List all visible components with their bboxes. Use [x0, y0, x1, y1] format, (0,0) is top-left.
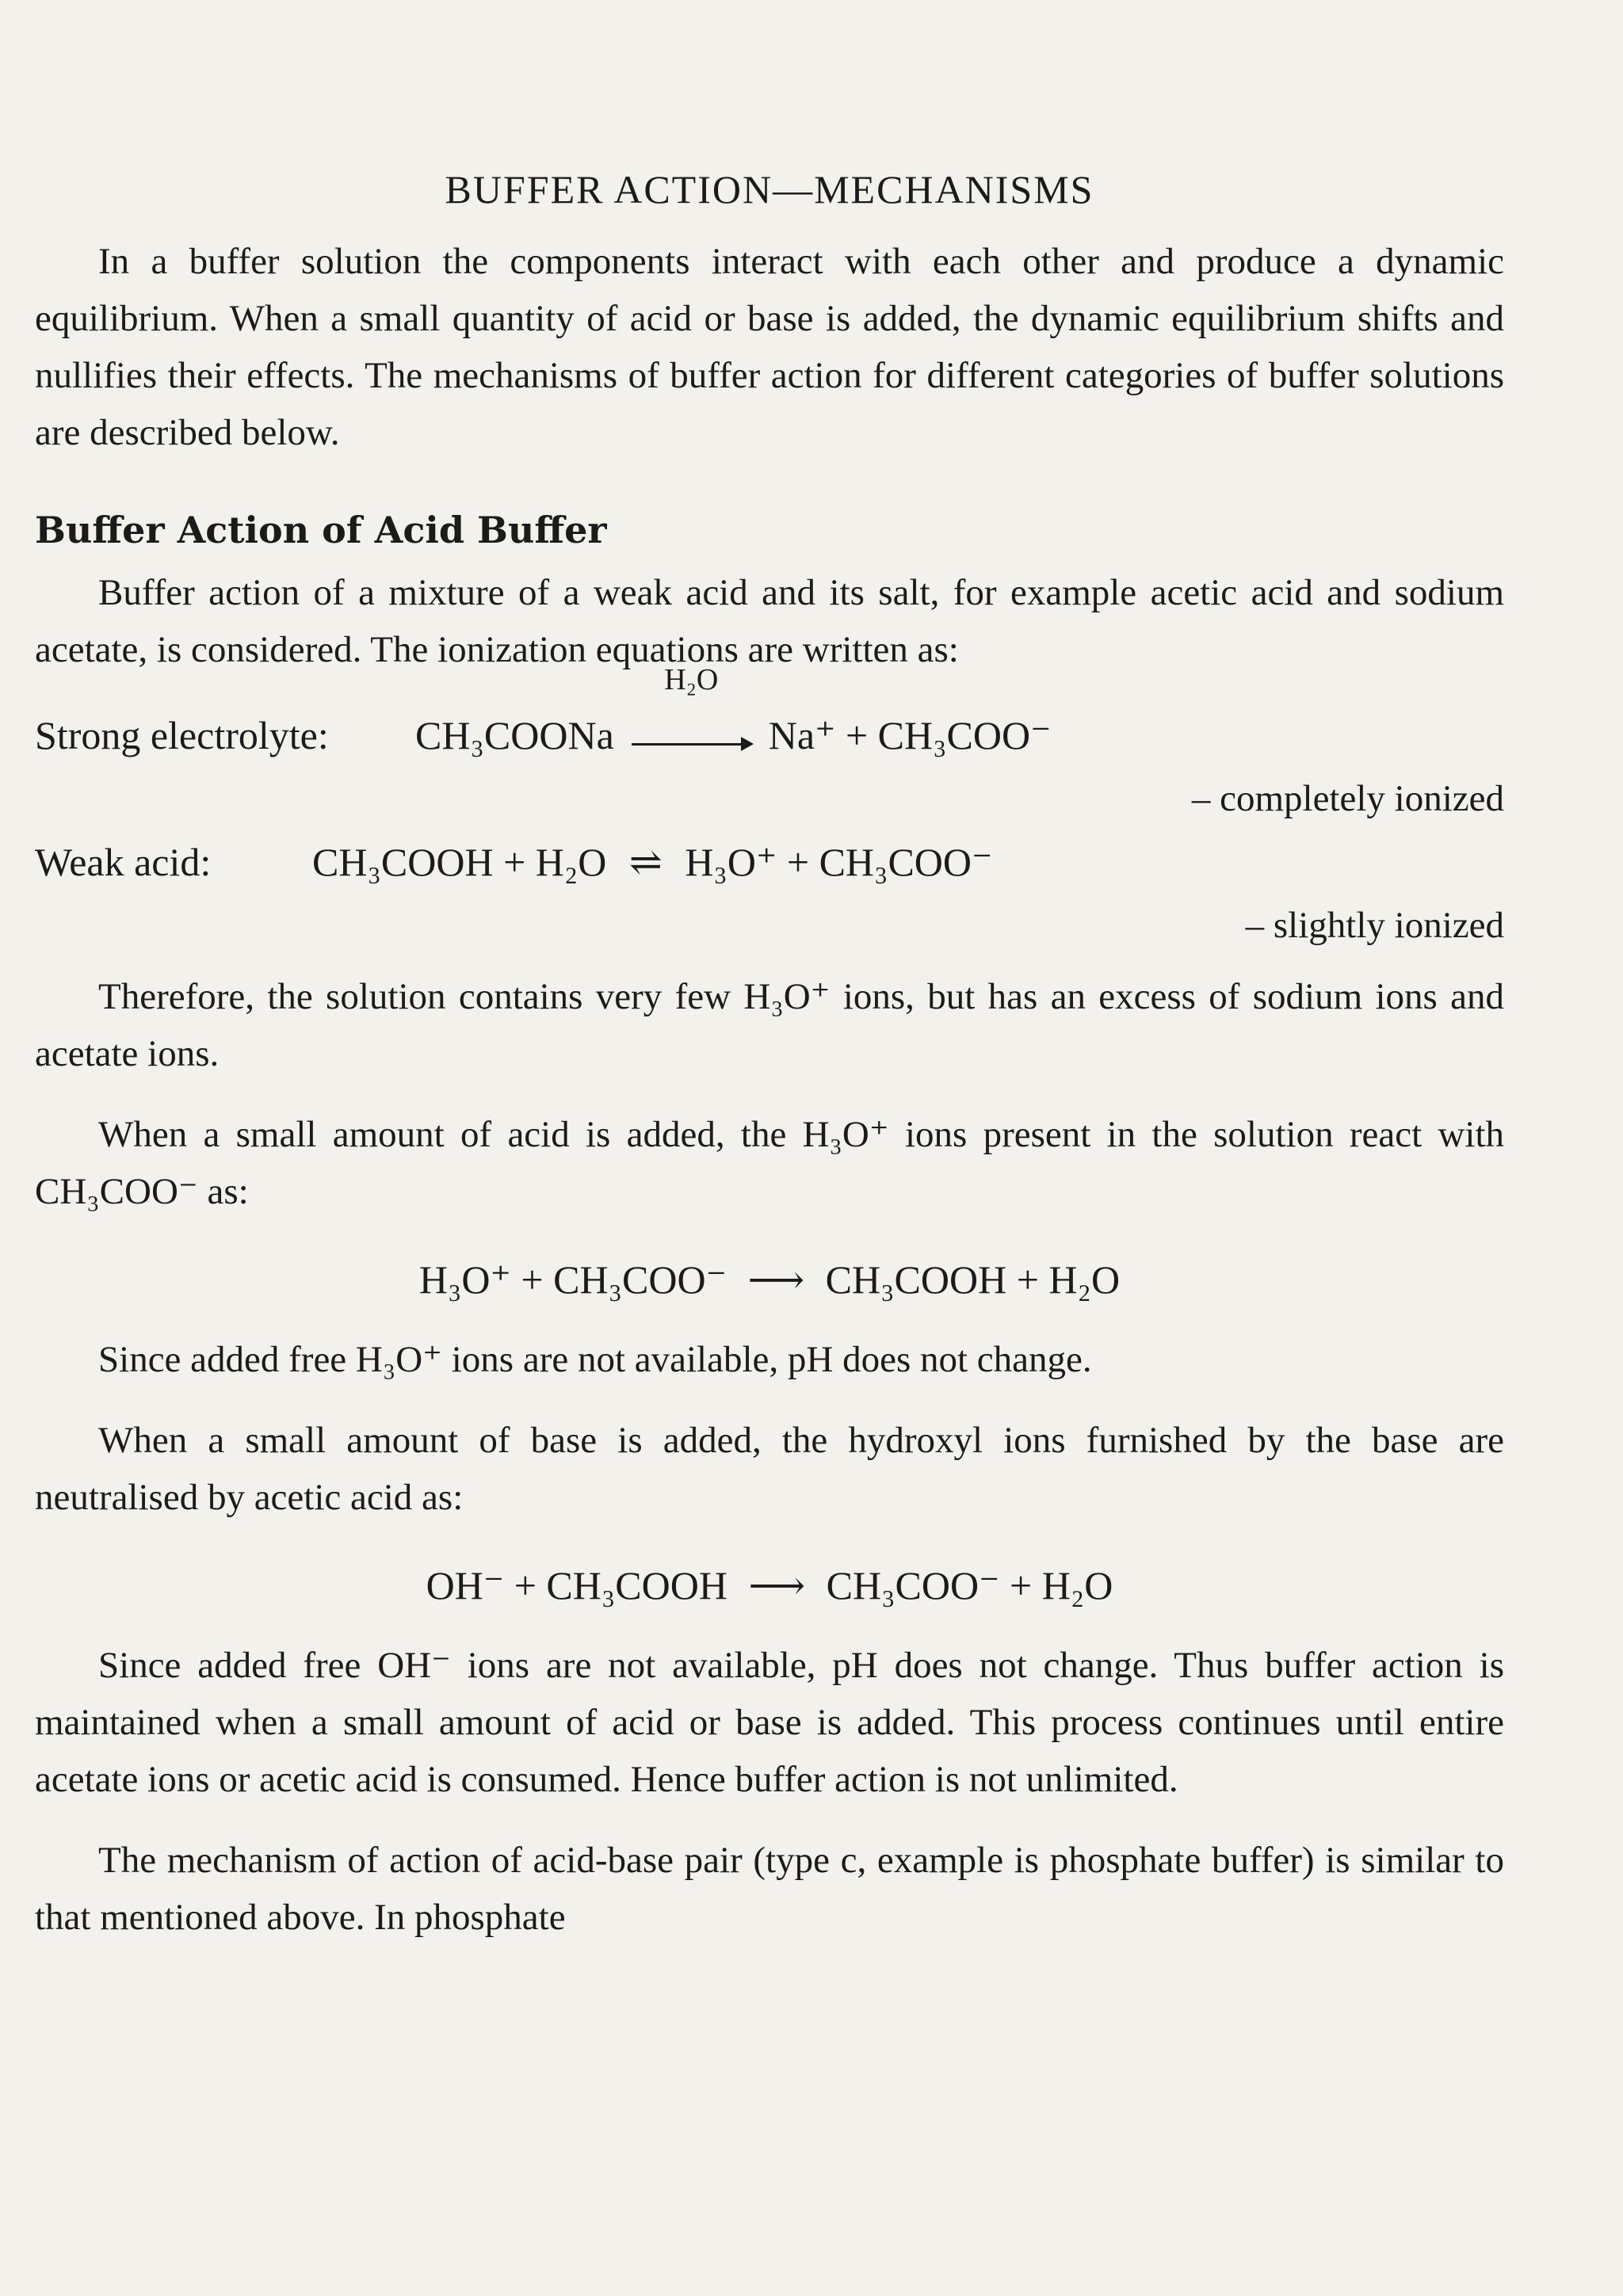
- paragraph-base-added: When a small amount of base is added, the hydroxyl ions furnished by the base are neutralised by acetic acid as:: [35, 1420, 1504, 1518]
- reaction-arrow: [624, 662, 758, 773]
- equation-body: [415, 662, 1052, 773]
- equation-lhs: H₃O⁺ + CH₃COO⁻: [418, 1257, 727, 1302]
- equation-strong-electrolyte: [35, 662, 1504, 769]
- intro-paragraph: In a buffer solution the components interact with each other and produce a dynamic equilibrium. When a small quantity of acid or base is added, the dynamic equilibrium shifts and nullifies their effects. The mechanisms of buffer action for different categories of buffer solutions are described below.: [35, 241, 1504, 453]
- arrow-condition: H₂O: [664, 662, 719, 696]
- equation-lhs: CH₃COOH + H₂O: [312, 840, 607, 884]
- arrow-right-icon: ⟶: [747, 1257, 805, 1302]
- paragraph-phosphate-buffer: The mechanism of action of acid-base pair (type c, example is phosphate buffer) is similar to that mentioned above. In phosphate: [35, 1840, 1504, 1938]
- paragraph-acid-buffer-mixture: Buffer action of a mixture of a weak acid and its salt, for example acetic acid and sodium acetate, is considered. The ionization equations are written as:: [35, 572, 1504, 670]
- equation-label: Weak acid:: [35, 840, 212, 884]
- equation-lhs: CH₃COONa: [415, 713, 614, 757]
- equation-rhs: CH₃COO⁻ + H₂O: [826, 1563, 1113, 1608]
- arrow-right-icon: ⟶: [748, 1563, 806, 1608]
- section-heading: Buffer Action of Acid Buffer: [35, 509, 607, 551]
- paragraph-ph-unchanged-acid: Since added free H₃O⁺ ions are not available, pH does not change.: [98, 1339, 1092, 1380]
- equation-note-completely-ionized: – completely ionized: [1191, 778, 1504, 819]
- paragraph-acid-added: When a small amount of acid is added, the H₃O⁺ ions present in the solution react with CH₃COO⁻ as:: [35, 1114, 1504, 1212]
- equation-rhs: CH₃COOH + H₂O: [825, 1257, 1121, 1302]
- paragraph-buffer-limit: Since added free OH⁻ ions are not available, pH does not change. Thus buffer action is maintained when a small amount of acid or base is added. This process continues until entire acetate ions or acetic acid is consumed. Hence buffer action is not unlimited.: [35, 1645, 1504, 1800]
- equation-rhs: H₃O⁺ + CH₃COO⁻: [685, 840, 993, 884]
- page-title: BUFFER ACTION—MECHANISMS: [445, 167, 1094, 212]
- arrow-right-icon: [632, 743, 750, 746]
- equation-weak-acid: [35, 829, 1504, 895]
- equation-label: Strong electrolyte:: [35, 713, 329, 757]
- equation-base-reaction: [35, 1550, 1504, 1621]
- paragraph-solution-contents: Therefore, the solution contains very few H₃O⁺ ions, but has an excess of sodium ions and acetate ions.: [35, 976, 1504, 1074]
- equation-note-slightly-ionized: – slightly ionized: [1245, 905, 1504, 946]
- equation-body: [312, 829, 992, 895]
- equilibrium-arrow-icon: ⇌: [628, 840, 663, 884]
- equation-rhs: Na⁺ + CH₃COO⁻: [768, 713, 1052, 757]
- equation-lhs: OH⁻ + CH₃COOH: [426, 1563, 727, 1608]
- equation-acid-reaction: [35, 1244, 1504, 1315]
